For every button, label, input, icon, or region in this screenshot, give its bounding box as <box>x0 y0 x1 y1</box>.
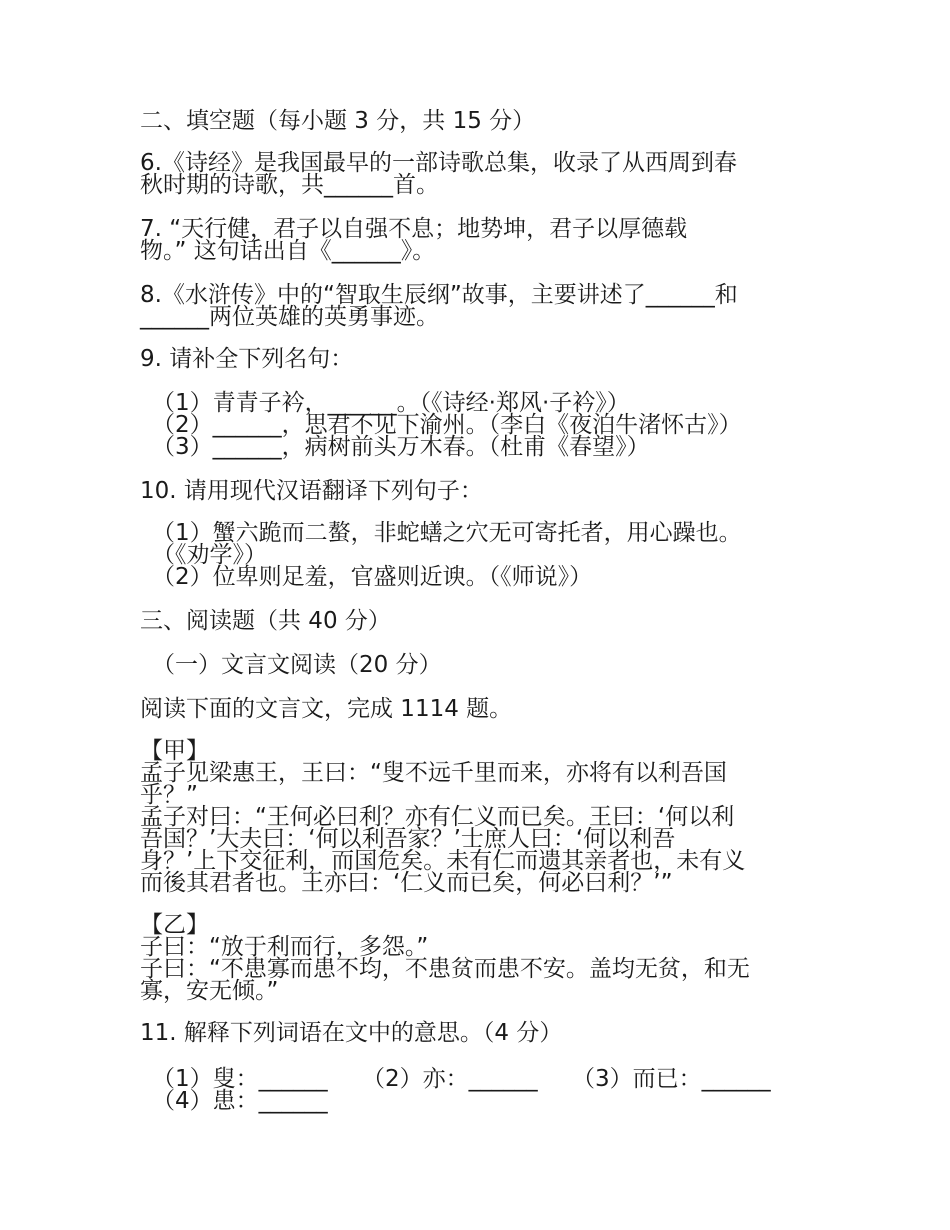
reading-instructions: 阅读下面的文言文，完成 1114 题。 <box>140 696 513 722</box>
q11-item-4: （4）患：______ <box>152 1088 328 1114</box>
q8-line-1: 8.《水浒传》中的“智取生辰纲”故事，主要讲述了______和 <box>140 282 738 308</box>
q10-item-1: （1）蟹六跪而二螯，非蛇蟮之穴无可寄托者，用心躁也。 <box>152 520 742 546</box>
q8-line-2: ______两位英雄的英勇事迹。 <box>140 304 439 330</box>
section-heading-fill-in: 二、填空题（每小题 3 分，共 15 分） <box>140 108 536 134</box>
q11-item-1: （1）叟：______ <box>152 1066 328 1092</box>
q11-stem: 11. 解释下列词语在文中的意思。（4 分） <box>140 1020 563 1046</box>
passage-jia-line: 身？’上下交征利，而国危矣。未有仁而遗其亲者也，未有义 <box>140 848 746 874</box>
passage-jia-line: 孟子对曰：“王何必曰利？亦有仁义而已矣。王曰：‘何以利 <box>140 804 735 830</box>
q11-item-3: （3）而已：______ <box>572 1066 771 1092</box>
q6-line-2: 秋时期的诗歌，共______首。 <box>140 172 439 198</box>
passage-jia-line: 孟子见梁惠王，王曰：“叟不远千里而来，亦将有以利吾国 <box>140 760 727 786</box>
q9-item-3: （3）______，病树前头万木春。（杜甫《春望》） <box>152 434 650 460</box>
passage-jia-label: 【甲】 <box>140 738 209 764</box>
section-heading-reading: 三、阅读题（共 40 分） <box>140 608 391 634</box>
q9-item-2: （2）______，思君不见下渝州。（李白《夜泊牛渚怀古》） <box>152 412 742 438</box>
passage-yi-line: 子曰：“放于利而行，多怨。” <box>140 934 429 960</box>
q7-line-2: 物。” 这句话出自《______》。 <box>140 238 436 264</box>
q9-item-1: （1）青青子衿，______。（《诗经·郑风·子衿》） <box>152 390 630 416</box>
passage-jia-line: 乎？” <box>140 782 198 808</box>
q9-stem: 9. 请补全下列名句： <box>140 346 354 372</box>
q6-line-1: 6.《诗经》是我国最早的一部诗歌总集，收录了从西周到春 <box>140 150 737 176</box>
passage-yi-line: 寡，安无倾。” <box>140 978 279 1004</box>
q10-stem: 10. 请用现代汉语翻译下列句子： <box>140 478 483 504</box>
q10-item-2: （2）位卑则足羞，官盛则近谀。（《师说》） <box>152 564 593 590</box>
q7-line-1: 7. “天行健，君子以自强不息；地势坤，君子以厚德载 <box>140 216 688 242</box>
passage-jia-line: 而後其君者也。王亦曰：‘仁义而已矣，何必曰利？’” <box>140 870 673 896</box>
q10-item-1-source: （《劝学》） <box>152 542 267 568</box>
passage-jia-line: 吾国？’大夫曰：‘何以利吾家？’士庶人曰：‘何以利吾 <box>140 826 676 852</box>
q11-item-2: （2）亦：______ <box>362 1066 538 1092</box>
subsection-classical-reading: （一）文言文阅读（20 分） <box>152 652 442 678</box>
passage-yi-line: 子曰：“不患寡而患不均，不患贫而患不安。盖均无贫，和无 <box>140 956 750 982</box>
passage-yi-label: 【乙】 <box>140 912 209 938</box>
